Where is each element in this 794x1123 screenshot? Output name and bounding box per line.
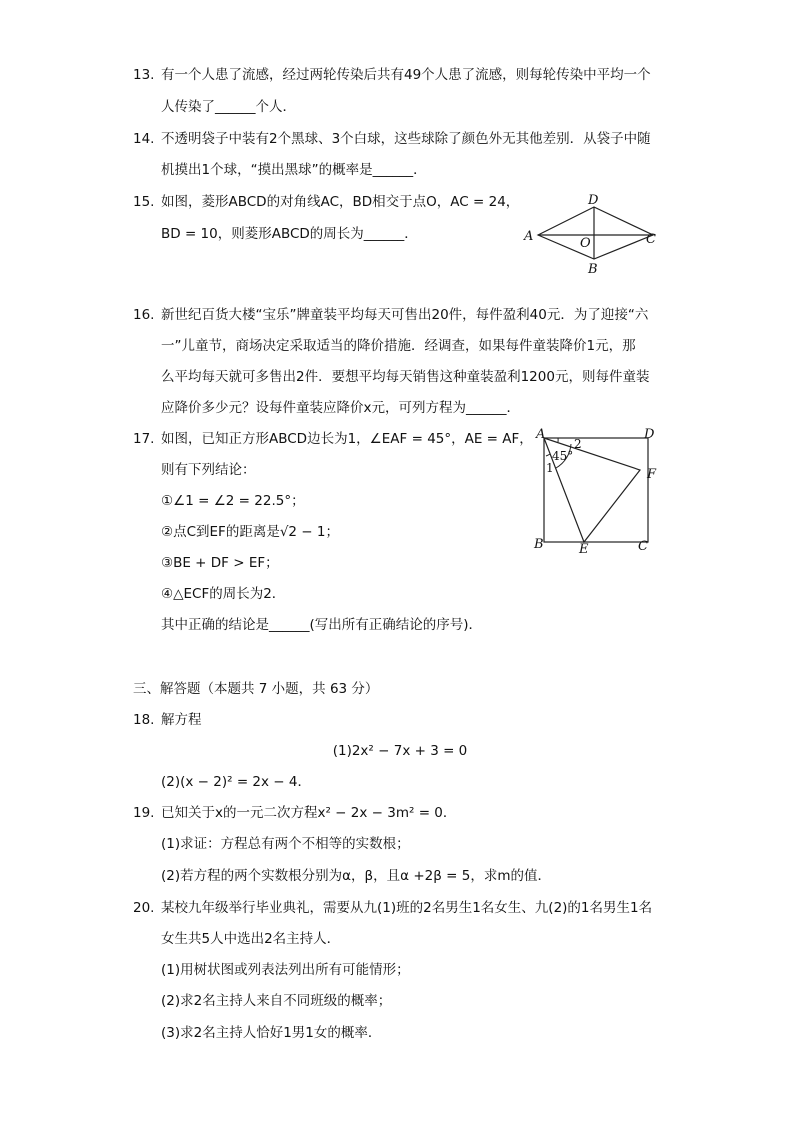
question-number: 20. <box>133 900 155 916</box>
square-figure <box>528 424 668 556</box>
vertex-label-a: A <box>536 427 546 442</box>
question-text-line: 女生共5人中选出2名主持人． <box>161 931 341 947</box>
vertex-label-b: B <box>534 537 544 552</box>
question-number: 18. <box>133 712 155 728</box>
question-text-line: 解方程 <box>161 712 202 728</box>
question-text-line: BD = 10，则菱形ABCD的周长为______． <box>161 226 418 242</box>
point-label-f: F <box>647 467 657 482</box>
question-text-line: 新世纪百货大楼“宝乐”牌童装平均每天可售出20件，每件盈利40元．为了迎接“六 <box>161 307 649 323</box>
vertex-label-d: D <box>588 193 599 208</box>
rhombus-figure <box>518 190 668 280</box>
question-text-line: 如图，菱形ABCD的对角线AC，BD相交于点O，AC = 24， <box>161 194 520 210</box>
question-text-line: 如图，已知正方形ABCD边长为1，∠EAF = 45°，AE = AF， <box>161 431 533 447</box>
conclusion-2: ②点C到EF的距离是√2 − 1； <box>161 524 339 540</box>
vertex-label-c: C <box>646 232 656 247</box>
vertex-label-d: D <box>644 427 655 442</box>
question-text-line: 则有下列结论： <box>161 462 256 478</box>
question-text-line: 么平均每天就可多售出2件．要想平均每天销售这种童装盈利1200元，则每件童装 <box>161 369 650 385</box>
question-number: 14. <box>133 131 155 147</box>
question-text-line: 一”儿童节，商场决定采取适当的降价措施．经调查，如果每件童装降价1元，那 <box>161 338 636 354</box>
question-text-line: 机摸出1个球，“摸出黑球”的概率是______． <box>161 162 427 178</box>
question-text-line: 应降价多少元？设每件童装应降价x元，可列方程为______． <box>161 400 520 416</box>
conclusion-3: ③BE + DF > EF； <box>161 555 279 571</box>
sub-question-2: (2)求2名主持人来自不同班级的概率； <box>161 993 392 1009</box>
angle-label-1: 1 <box>546 461 554 475</box>
question-text-line: 已知关于x的一元二次方程x² − 2x − 3m² = 0． <box>161 805 457 821</box>
angle-label-45: 45° <box>552 449 574 463</box>
point-label-e: E <box>579 542 589 556</box>
section-title: 三、解答题（本题共 7 小题，共 63 分） <box>133 681 379 697</box>
angle-label-2: 2 <box>574 437 582 451</box>
question-number: 13. <box>133 67 155 83</box>
question-text-line: 其中正确的结论是______(写出所有正确结论的序号)． <box>161 617 483 633</box>
vertex-label-a: A <box>524 229 534 244</box>
question-number: 15. <box>133 194 155 210</box>
question-number: 19. <box>133 805 155 821</box>
sub-question-3: (3)求2名主持人恰好1男1女的概率． <box>161 1025 382 1041</box>
center-label-o: O <box>580 236 591 251</box>
sub-question-1: (1)求证：方程总有两个不相等的实数根； <box>161 836 410 852</box>
equation-1: (1)2x² − 7x + 3 = 0 <box>332 743 468 759</box>
conclusion-4: ④△ECF的周长为2． <box>161 586 286 602</box>
question-text-line: 不透明袋子中装有2个黑球、3个白球，这些球除了颜色外无其他差别．从袋子中随 <box>161 131 651 147</box>
conclusion-1: ①∠1 = ∠2 = 22.5°； <box>161 493 305 509</box>
sub-question-2: (2)若方程的两个实数根分别为α，β，且α +2β = 5，求m的值． <box>161 868 551 884</box>
vertex-label-b: B <box>588 262 598 277</box>
question-number: 17. <box>133 431 155 447</box>
question-number: 16. <box>133 307 155 323</box>
question-text-line: 人传染了______个人． <box>161 99 296 115</box>
question-text-line: 有一个人患了流感，经过两轮传染后共有49个人患了流感，则每轮传染中平均一个 <box>161 67 651 83</box>
equation-2: (2)(x − 2)² = 2x − 4． <box>161 774 311 790</box>
question-text-line: 某校九年级举行毕业典礼，需要从九(1)班的2名男生1名女生、九(2)的1名男生1名 <box>161 900 653 916</box>
sub-question-1: (1)用树状图或列表法列出所有可能情形； <box>161 962 410 978</box>
vertex-label-c: C <box>638 539 648 554</box>
